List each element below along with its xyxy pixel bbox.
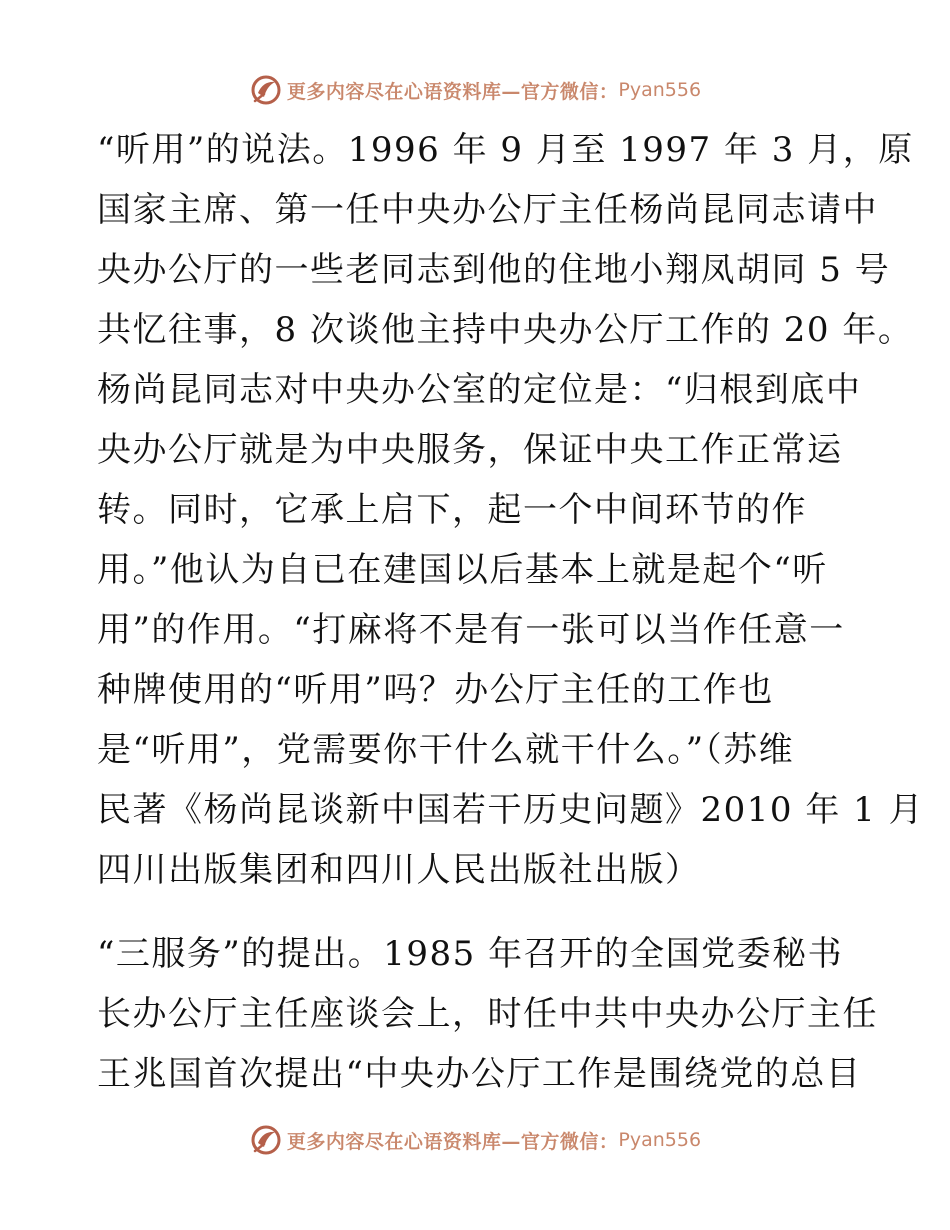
text-line: 转。同时，它承上启下，起一个中间环节的作 <box>97 490 807 530</box>
footer-banner <box>0 1120 950 1160</box>
text-line: 共忆往事，8 次谈他主持中央办公厅工作的 20 年。 <box>97 310 914 350</box>
text-line: 用”的作用。“打麻将不是有一张可以当作任意一 <box>97 610 845 650</box>
text-line: 国家主席、第一任中央办公厅主任杨尚昆同志请中 <box>97 190 878 230</box>
swirl-quill-logo-icon <box>249 73 283 107</box>
text-line: 杨尚昆同志对中央办公室的定位是：“归根到底中 <box>97 370 862 410</box>
text-line: 民著《杨尚昆谈新中国若干历史问题》2010 年 1 月 <box>97 790 925 830</box>
text-line: 四川出版集团和四川人民出版社出版） <box>97 850 701 890</box>
paragraph-2 <box>97 924 878 1104</box>
banner-text: 更多内容尽在心语资料库—官方微信： <box>286 1130 619 1153</box>
text-line: “三服务”的提出。1985 年召开的全国党委秘书 <box>97 934 844 974</box>
wechat-id: Pyan556 <box>618 79 702 101</box>
paragraph-1 <box>97 120 925 900</box>
banner-text: 更多内容尽在心语资料库—官方微信： <box>286 80 619 103</box>
paragraph-gap <box>97 900 857 924</box>
document-body <box>97 120 925 1104</box>
text-line: 长办公厅主任座谈会上，时任中共中央办公厅主任 <box>97 994 878 1034</box>
wechat-id: Pyan556 <box>618 1129 702 1151</box>
text-line: 央办公厅就是为中央服务，保证中央工作正常运 <box>97 430 843 470</box>
swirl-quill-logo-icon <box>249 1123 283 1157</box>
text-line: 是“听用”，党需要你干什么就干什么。”（苏维 <box>97 730 795 770</box>
text-line: 用。”他认为自已在建国以后基本上就是起个“听 <box>97 550 828 590</box>
text-line: 王兆国首次提出“中央办公厅工作是围绕党的总目 <box>97 1054 862 1094</box>
header-banner <box>0 70 950 110</box>
text-line: 种牌使用的“听用”吗？办公厅主任的工作也 <box>97 670 774 710</box>
text-line: “听用”的说法。1996 年 9 月至 1997 年 3 月，原 <box>97 130 914 170</box>
text-line: 央办公厅的一些老同志到他的住地小翔凤胡同 5 号 <box>97 250 891 290</box>
